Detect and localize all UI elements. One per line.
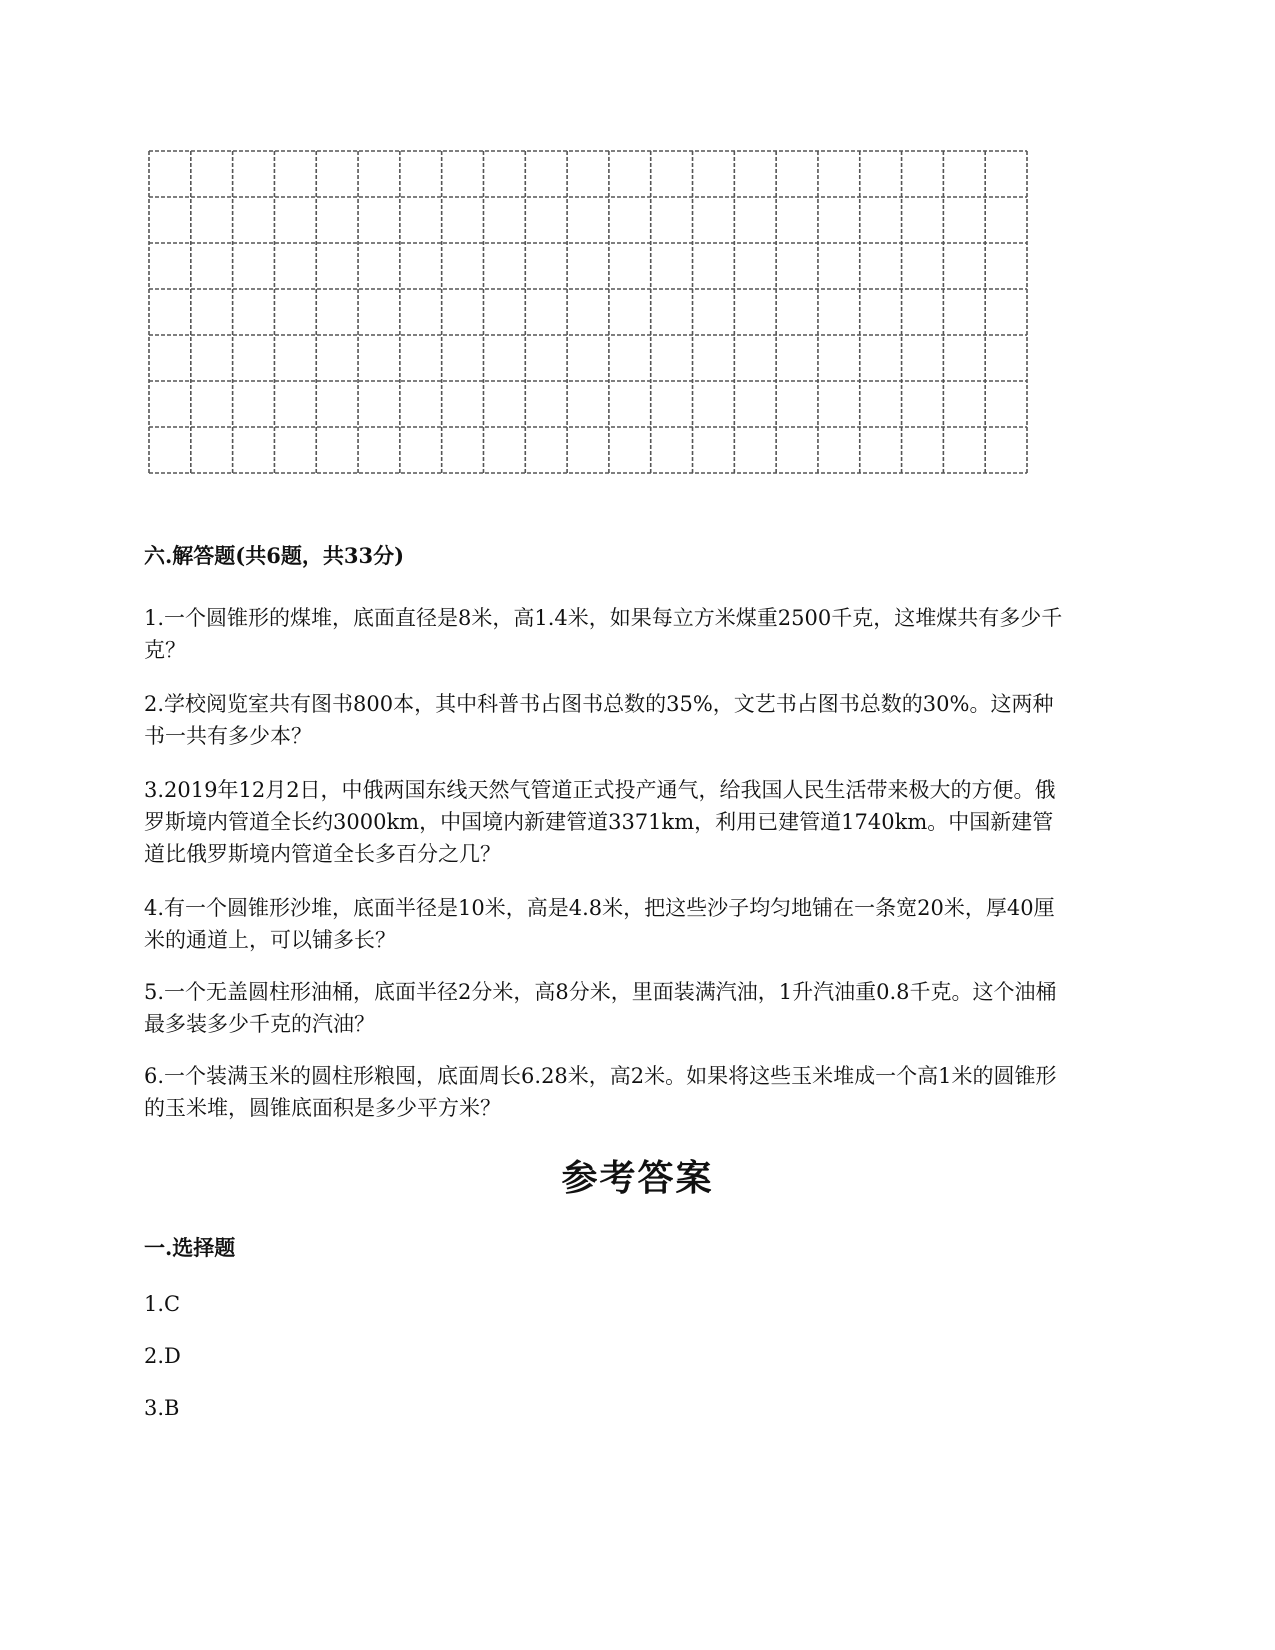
- question-6: 6.一个装满玉米的圆柱形粮囤，底面周长6.28米，高2米。如果将这些玉米堆成一个高1米的圆锥形的玉米堆，圆锥底面积是多少平方米？: [144, 1064, 1057, 1120]
- answer-item-2: 2.D: [144, 1344, 181, 1368]
- section-heading-solve: 六.解答题(共6题，共33分): [144, 543, 405, 568]
- section-heading-choice: 一.选择题: [144, 1235, 236, 1260]
- answer-title: 参考答案: [561, 1157, 714, 1199]
- question-1: 1.一个圆锥形的煤堆，底面直径是8米，高1.4米，如果每立方米煤重2500千克，这堆煤共有多少千克？: [144, 606, 1063, 662]
- question-4: 4.有一个圆锥形沙堆，底面半径是10米，高是4.8米，把这些沙子均匀地铺在一条宽20米，厚40厘米的通道上，可以铺多长？: [144, 896, 1055, 952]
- writing-grid-lines: [148, 150, 1028, 474]
- answer-item-1: 1.C: [144, 1292, 181, 1316]
- answer-item-3: 3.B: [144, 1396, 180, 1420]
- writing-grid: [148, 150, 1028, 474]
- question-3: 3.2019年12月2日，中俄两国东线天然气管道正式投产通气，给我国人民生活带来极大的方便。俄罗斯境内管道全长约3000km，中国境内新建管道3371km，利用已建管道1740km。中国新建管道比俄罗斯境内管道全长多百分之几？: [144, 778, 1056, 866]
- question-5: 5.一个无盖圆柱形油桶，底面半径2分米，高8分米，里面装满汽油，1升汽油重0.8千克。这个油桶最多装多少千克的汽油？: [144, 980, 1057, 1036]
- question-2: 2.学校阅览室共有图书800本，其中科普书占图书总数的35%，文艺书占图书总数的30%。这两种书一共有多少本？: [144, 692, 1054, 748]
